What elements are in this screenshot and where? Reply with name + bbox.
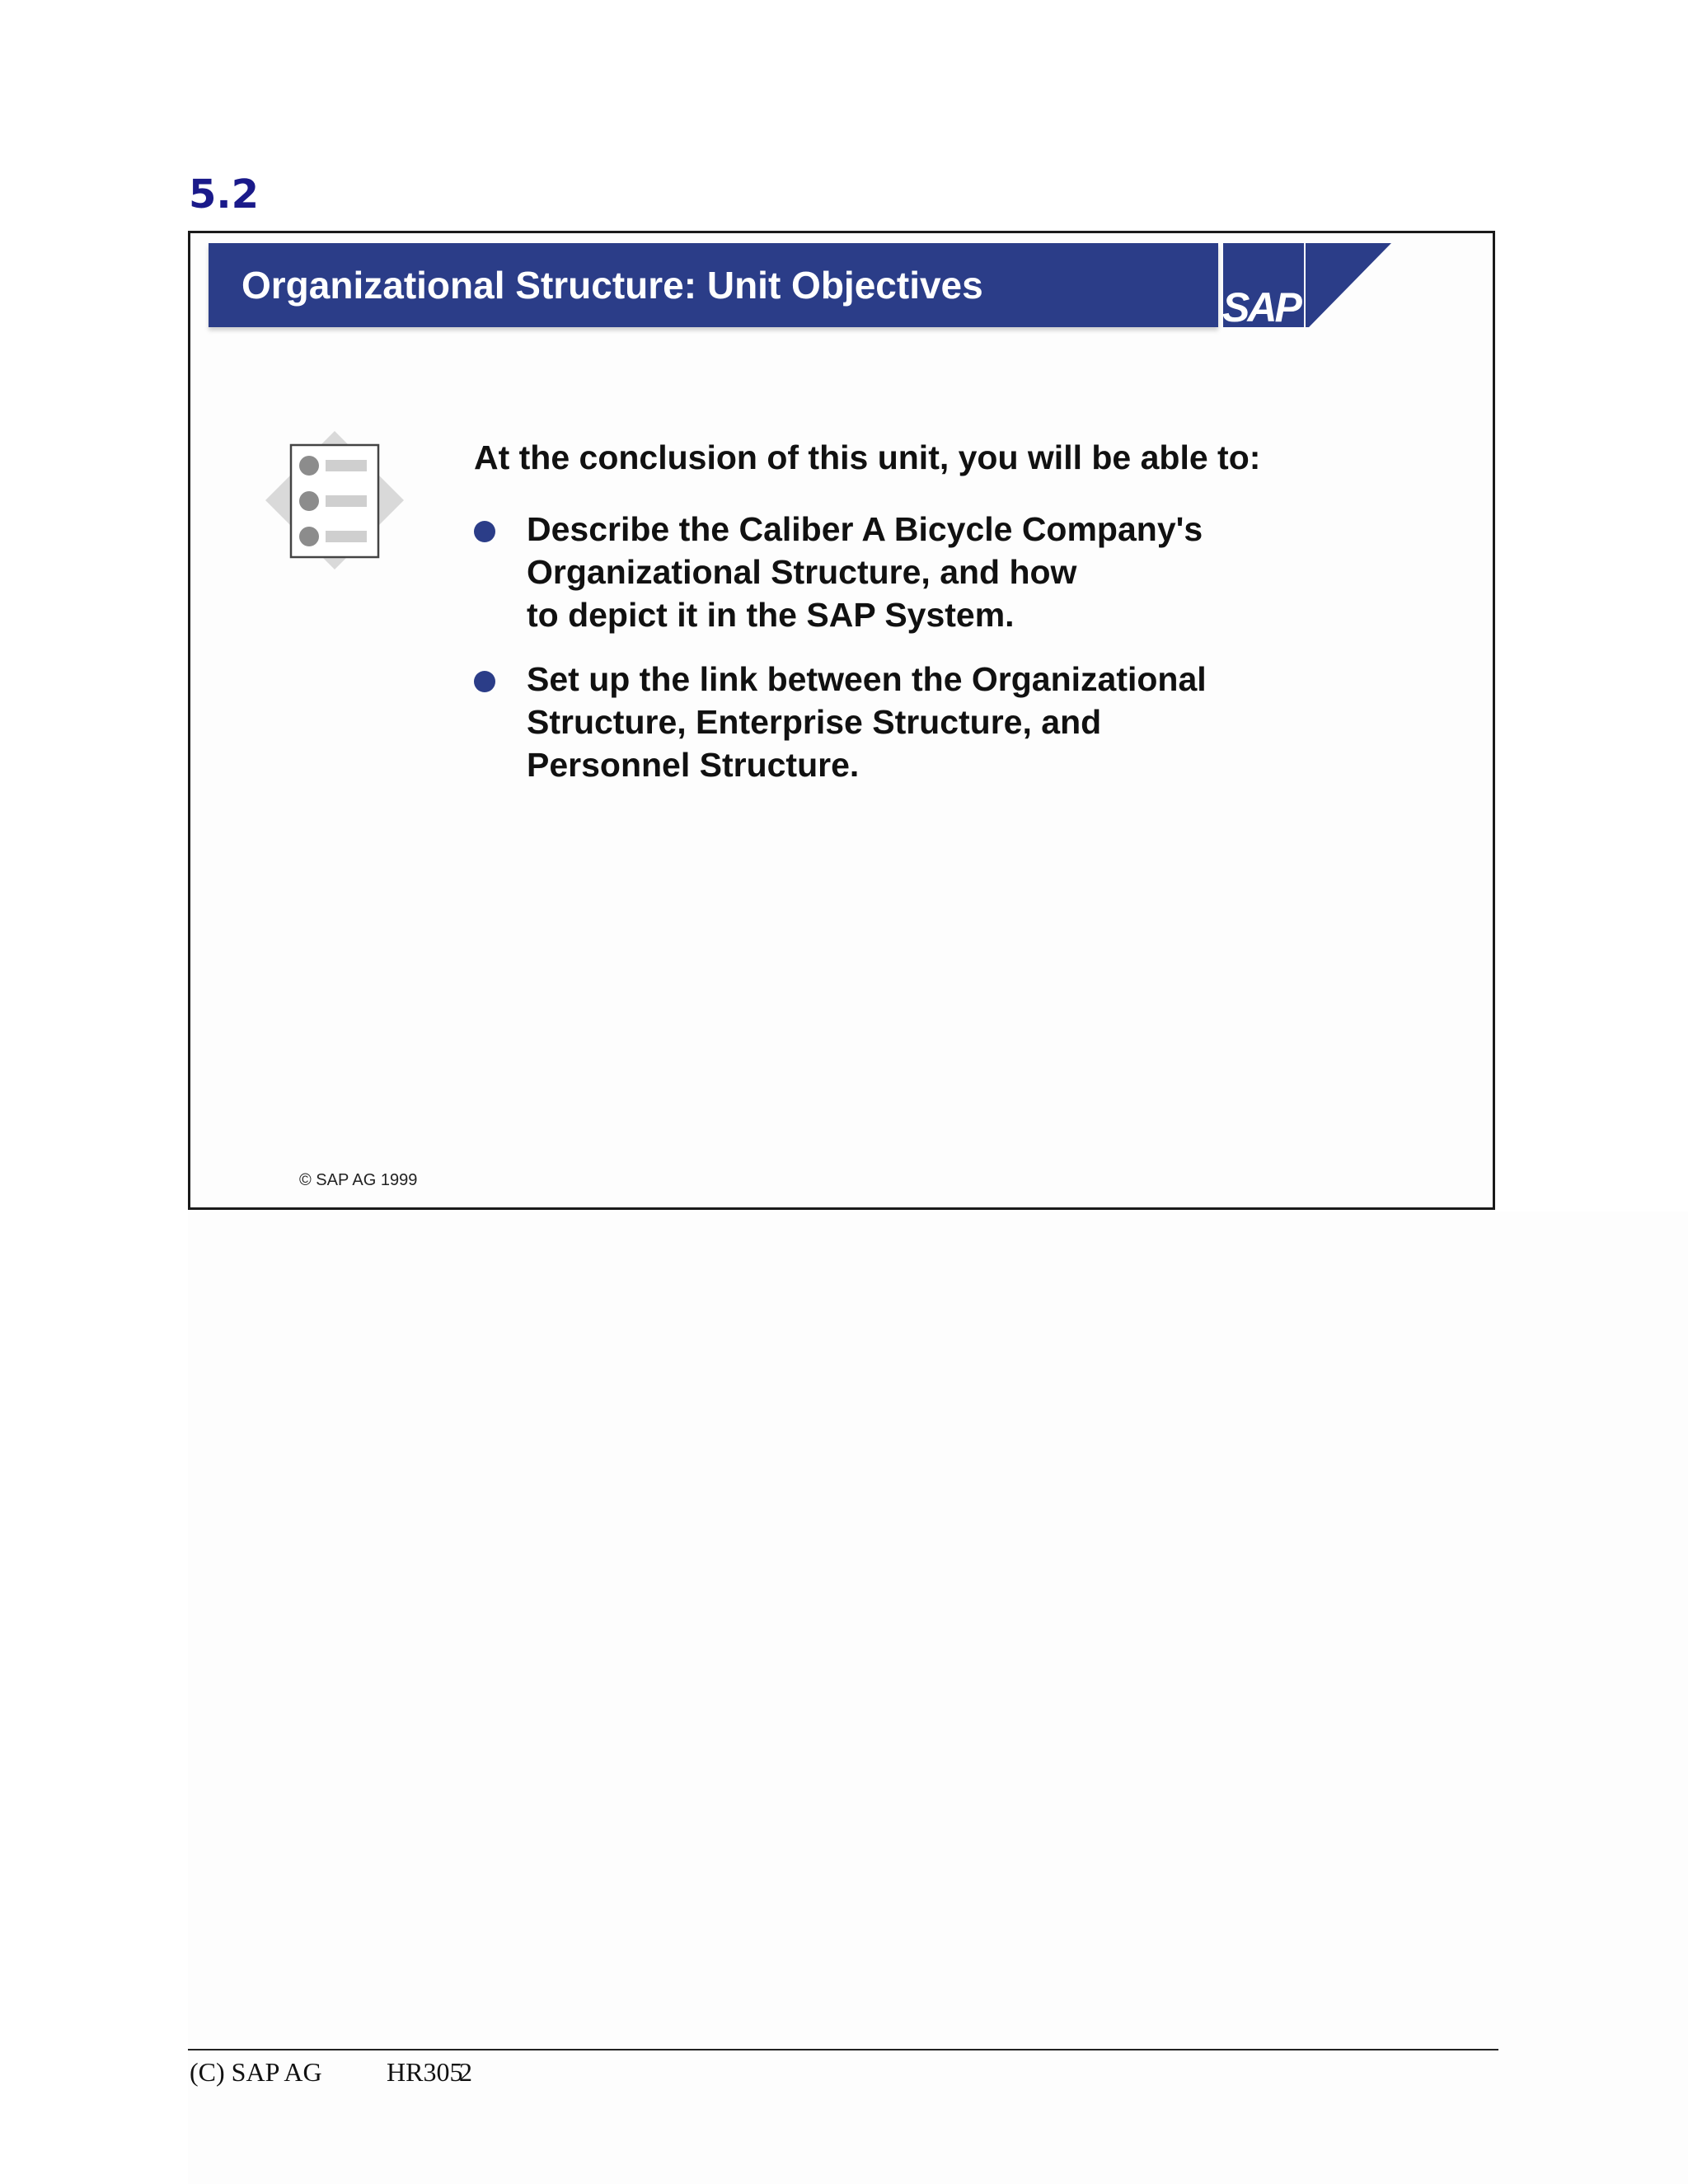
objective-item	[474, 658, 1298, 786]
objective-item	[474, 508, 1298, 636]
objective-text: Describe the Caliber A Bicycle Company's Organizational Structure, and how to depict it in the SAP System.	[527, 510, 1203, 634]
bullet-dot-icon	[474, 521, 495, 542]
objectives-list-icon	[264, 429, 406, 571]
slide-copyright: © SAP AG 1999	[299, 1171, 418, 1189]
objectives-list	[474, 508, 1298, 808]
objectives-intro: At the conclusion of this unit, you will be able to:	[474, 438, 1261, 476]
footer-divider	[188, 2049, 1498, 2050]
bullet-dot-icon	[474, 671, 495, 692]
section-number: 5.2	[189, 171, 260, 218]
page-background	[188, 1212, 1688, 2184]
sap-logo-text: SAP	[1222, 284, 1300, 327]
footer-course: HR305	[387, 2057, 463, 2087]
slide-frame	[188, 231, 1495, 1210]
footer-page-number: 2	[459, 2057, 472, 2087]
slide-title: Organizational Structure: Unit Objectives	[241, 264, 983, 307]
footer-company: (C) SAP AG	[190, 2057, 322, 2087]
slide-title-bar	[209, 243, 1218, 327]
objective-text: Set up the link between the Organizational Structure, Enterprise Structure, and Personnel Structure.	[527, 660, 1207, 784]
sap-logo	[1222, 243, 1422, 327]
page-footer	[190, 2055, 472, 2088]
